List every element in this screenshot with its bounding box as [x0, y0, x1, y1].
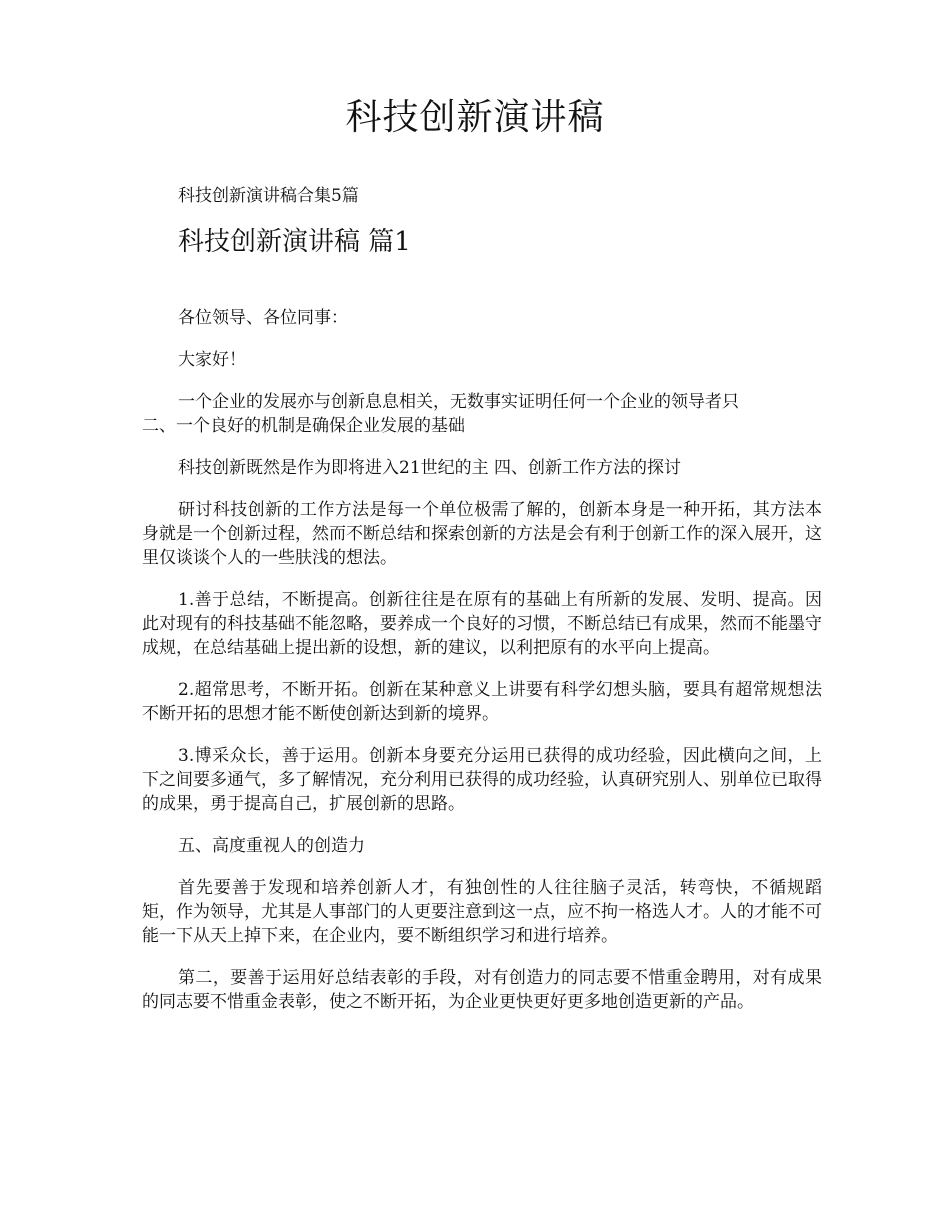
paragraph-3: 研讨科技创新的工作方法是每一个单位极需了解的，创新本身是一种开拓，其方法本身就是一个创新过程，然而不断总结和探索创新的方法是会有利于创新工作的深入展开，这里仅谈谈个人的一些肤浅的想法。: [142, 500, 822, 568]
paragraph-7-heading: 五、高度重视人的创造力: [178, 836, 365, 856]
paragraph-4: 1.善于总结，不断提高。创新往往是在原有的基础上有所新的发展、发明、提高。因此对现有的科技基础不能忽略，要养成一个良好的习惯，不断总结已有成果，然而不能墨守成规，在总结基础上提出新的设想，新的建议，以利把原有的水平向上提高。: [142, 590, 822, 658]
paragraph-1-line-2: 二、一个良好的机制是确保企业发展的基础: [142, 416, 465, 436]
document-subtitle: 科技创新演讲稿合集5篇: [178, 186, 359, 206]
paragraph-2: 科技创新既然是作为即将进入21世纪的主 四、创新工作方法的探讨: [178, 458, 682, 478]
paragraph-1: [142, 390, 822, 438]
document-title: 科技创新演讲稿: [345, 97, 605, 138]
paragraph-5: 2.超常思考，不断开拓。创新在某种意义上讲要有科学幻想头脑，要具有超常规想法不断开拓的思想才能不断使创新达到新的境界。: [142, 680, 822, 724]
section-heading: 科技创新演讲稿 篇1: [178, 227, 411, 257]
paragraph-9: 第二，要善于运用好总结表彰的手段，对有创造力的同志要不惜重金聘用，对有成果的同志要不惜重金表彰，使之不断开拓，为企业更快更好更多地创造更新的产品。: [142, 968, 822, 1012]
document-body: [142, 306, 822, 1032]
paragraph-hello: 大家好！: [178, 350, 246, 370]
paragraph-6: 3.博采众长，善于运用。创新本身要充分运用已获得的成功经验，因此横向之间，上下之间要多通气，多了解情况，充分利用已获得的成功经验，认真研究别人、别单位已取得的成果，勇于提高自己，扩展创新的思路。: [142, 746, 822, 814]
paragraph-greeting: 各位领导、各位同事：: [178, 308, 348, 328]
paragraph-8: 首先要善于发现和培养创新人才，有独创性的人往往脑子灵活，转弯快，不循规蹈矩，作为领导，尤其是人事部门的人更要注意到这一点，应不拘一格选人才。人的才能不可能一下从天上掉下来，在企业内，要不断组织学习和进行培养。: [142, 878, 822, 946]
paragraph-1-line-1: 一个企业的发展亦与创新息息相关，无数事实证明任何一个企业的领导者只: [178, 392, 739, 412]
